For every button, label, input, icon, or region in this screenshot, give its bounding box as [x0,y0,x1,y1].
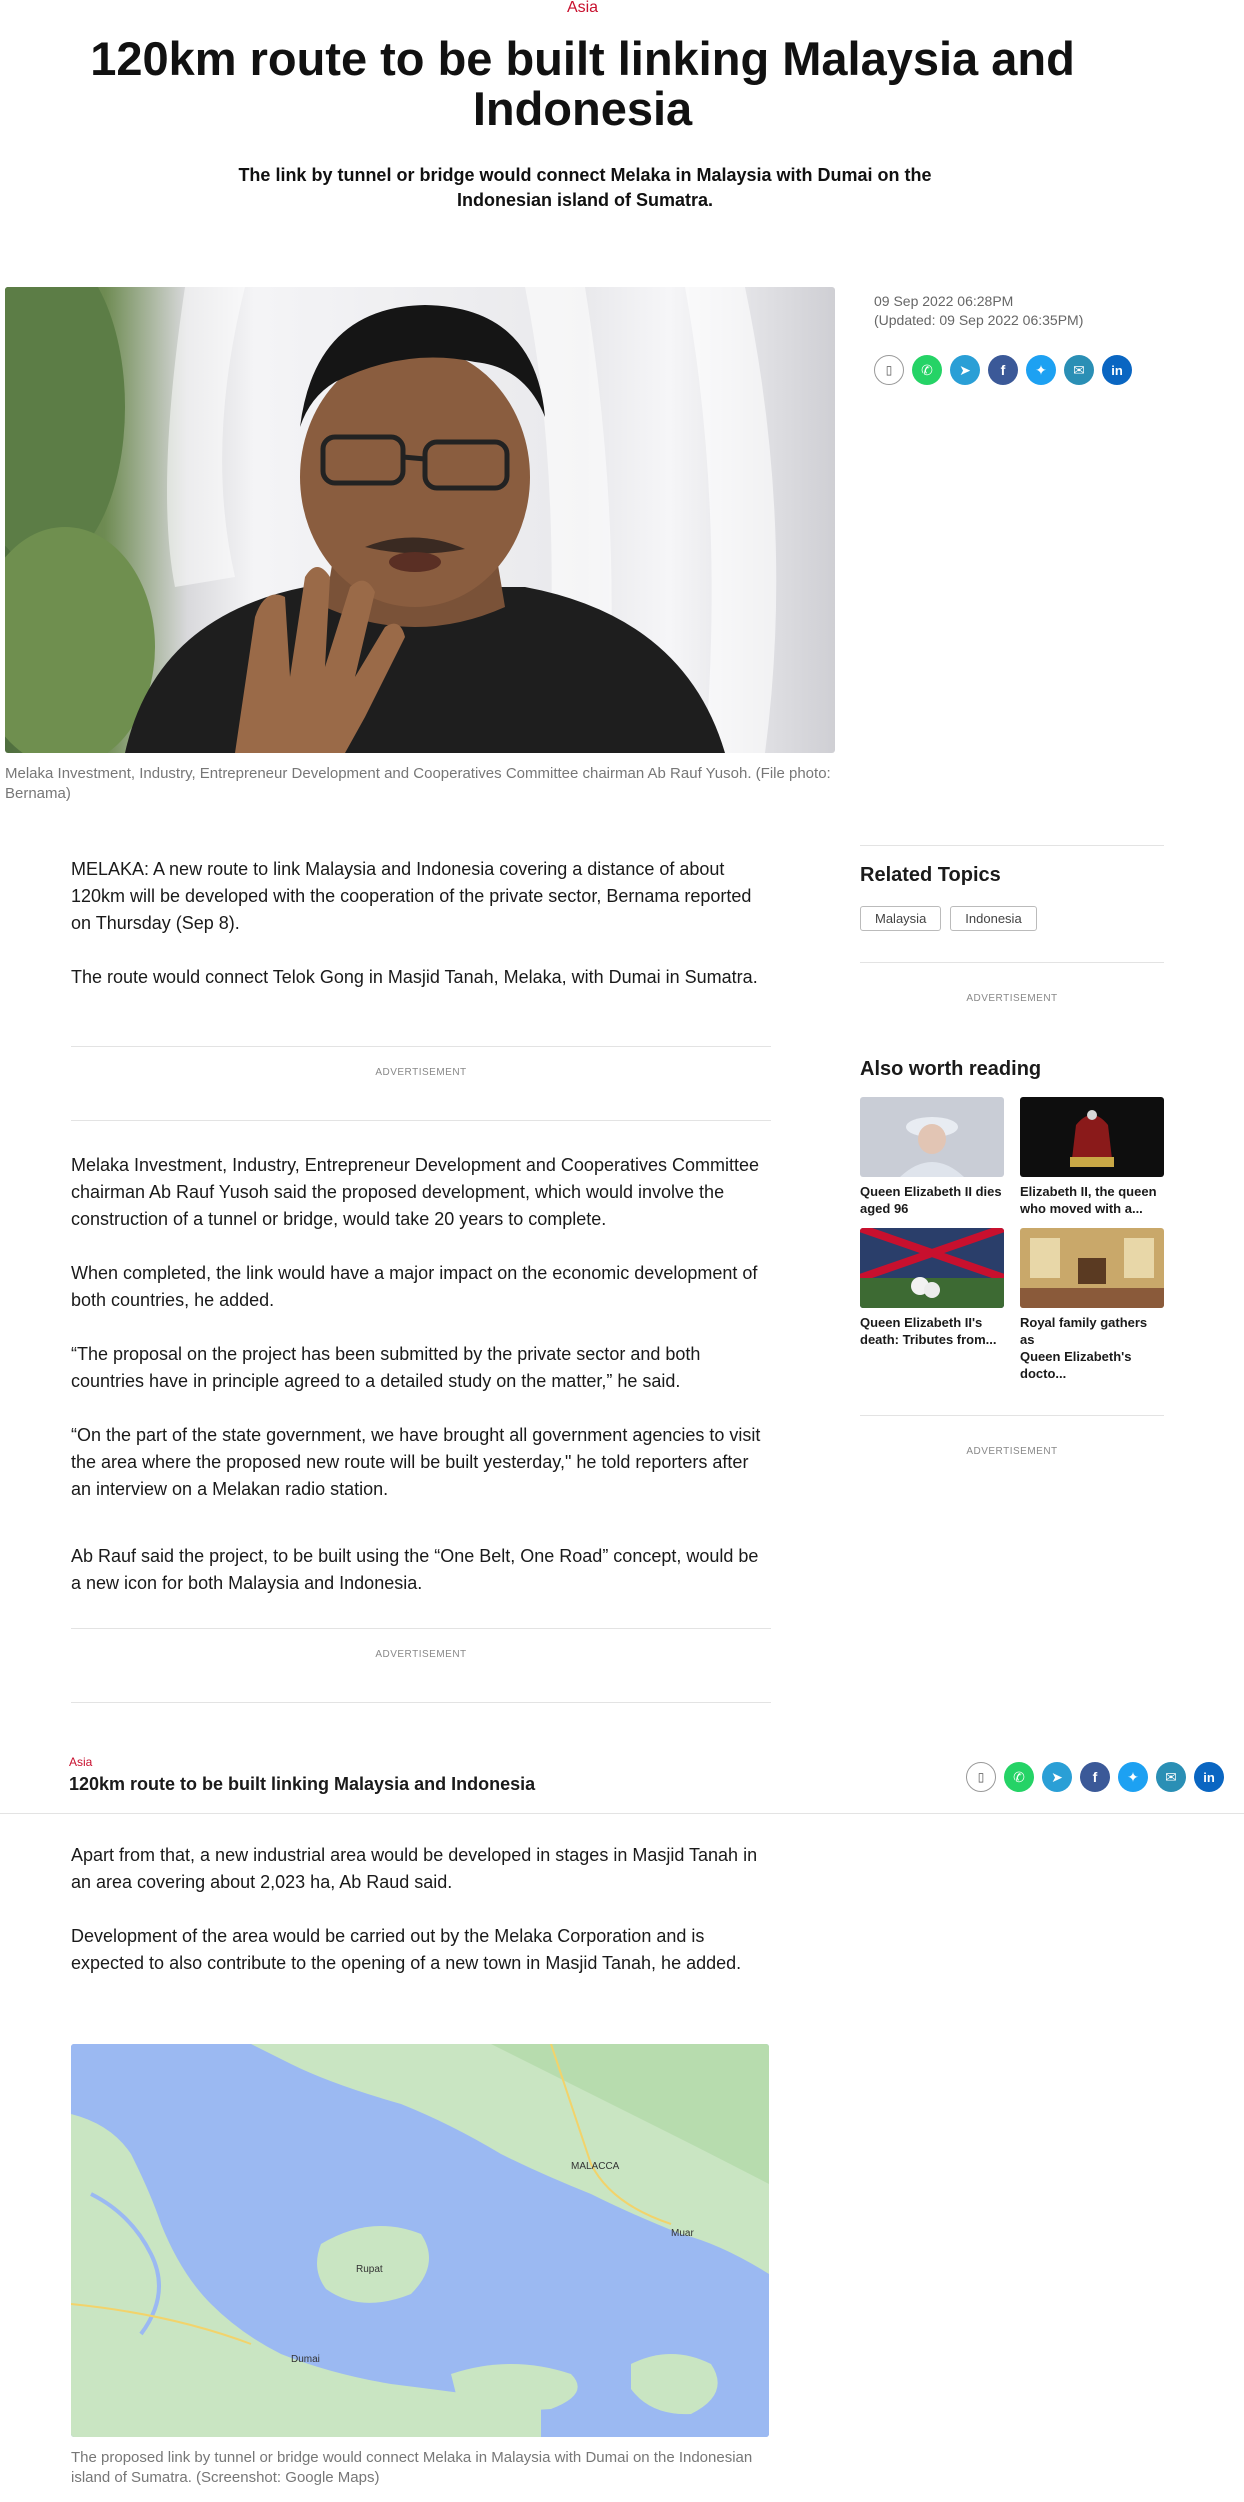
paragraph-4: When completed, the link would have a major impact on the economic development of both countries, he added. [71,1263,758,1310]
advertisement-label: ADVERTISEMENT [375,1649,467,1660]
sidebar-divider [860,1415,1164,1416]
email-icon[interactable]: ✉ [1156,1762,1186,1792]
map-illustration [71,2044,769,2437]
facebook-icon[interactable]: f [988,355,1018,385]
reading-card[interactable] [1020,1097,1164,1217]
sticky-category[interactable]: Asia [69,1755,93,1769]
map-label-muar: Muar [671,2228,694,2239]
reading-card-title: Queen Elizabeth II's death: Tributes from... [860,1315,997,1347]
reading-card-thumbnail[interactable] [860,1228,1004,1308]
linkedin-icon[interactable]: in [1194,1762,1224,1792]
paragraph-7: Ab Rauf said the project, to be built using the “One Belt, One Road” concept, would be a new icon for both Malaysia and Indonesia. [71,1546,759,1593]
map-caption: The proposed link by tunnel or bridge would connect Melaka in Malaysia with Dumai on the Indonesian island of Sumatra. (Screenshot: Google Maps) [71,2449,753,2486]
sidebar-advertisement-label: ADVERTISEMENT [966,1446,1058,1457]
whatsapp-icon[interactable]: ✆ [912,355,942,385]
reading-card-title: Royal family gathers as Queen Elizabeth's docto... [1020,1315,1148,1381]
hero-caption: Melaka Investment, Industry, Entrepreneur Development and Cooperatives Committee chairman Ab Rauf Yusoh. (File photo: Bernama) [5,765,831,802]
also-worth-reading-heading: Also worth reading [860,1058,1042,1080]
article-standfirst: The link by tunnel or bridge would connect Melaka in Malaysia with Dumai on the Indonesian island of Sumatra. [238,165,932,210]
reading-card-thumbnail[interactable] [1020,1228,1164,1308]
twitter-icon[interactable]: ✦ [1026,355,1056,385]
paragraph-5: “The proposal on the project has been submitted by the private sector and both countries have in principle agreed to a detailed study on the matter,” he said. [71,1344,701,1391]
bookmark-icon[interactable]: ▯ [966,1762,996,1792]
reading-card-thumbnail[interactable] [1020,1097,1164,1177]
topic-chip-indonesia[interactable]: Indonesia [950,906,1036,931]
reading-card-title: Elizabeth II, the queen who moved with a... [1020,1184,1157,1216]
map-label-rupat: Rupat [356,2264,383,2275]
sidebar-advertisement-label: ADVERTISEMENT [966,993,1058,1004]
paragraph-8: Apart from that, a new industrial area would be developed in stages in Masjid Tanah in an area covering about 2,023 ha, Ab Raud said. [71,1845,758,1892]
advertisement-label: ADVERTISEMENT [375,1067,467,1078]
article-headline: 120km route to be built linking Malaysia and Indonesia [90,32,1075,135]
telegram-icon[interactable]: ➤ [950,355,980,385]
sidebar-divider [860,962,1164,963]
reading-card-thumbnail[interactable] [860,1097,1004,1177]
reading-card[interactable] [1020,1228,1164,1382]
map-label-dumai: Dumai [291,2354,320,2365]
article-timestamp [874,292,1083,330]
advertisement-slot-1 [71,1046,771,1121]
map-label-melaka: MALACCA [571,2161,620,2172]
facebook-icon[interactable]: f [1080,1762,1110,1792]
published-time: 09 Sep 2022 06:28PM [874,293,1014,309]
updated-time: (Updated: 09 Sep 2022 06:35PM) [874,312,1084,328]
twitter-icon[interactable]: ✦ [1118,1762,1148,1792]
reading-card[interactable] [860,1228,1004,1348]
bookmark-icon[interactable]: ▯ [874,355,904,385]
share-toolbar [874,355,1132,385]
advertisement-slot-2 [71,1628,771,1703]
telegram-icon[interactable]: ➤ [1042,1762,1072,1792]
paragraph-1: MELAKA: A new route to link Malaysia and Indonesia covering a distance of about 120km will be developed with the cooperation of the private sector, Bernama reported on Thursday (Sep 8). [71,859,752,933]
sidebar-divider [860,845,1164,846]
hero-photo [5,287,835,753]
map-screenshot [71,2044,769,2437]
paragraph-3: Melaka Investment, Industry, Entrepreneur Development and Cooperatives Committee chairman Ab Rauf Yusoh said the proposed development, which would involve the construction of a tunnel or bridge, would take 20 years to complete. [71,1155,759,1229]
email-icon[interactable]: ✉ [1064,355,1094,385]
hero-photo-illustration [5,287,835,753]
reading-card[interactable] [860,1097,1004,1217]
paragraph-2: The route would connect Telok Gong in Masjid Tanah, Melaka, with Dumai in Sumatra. [71,967,758,987]
article-category[interactable]: Asia [566,0,599,16]
sticky-share-toolbar [966,1762,1224,1792]
reading-card-title: Queen Elizabeth II dies aged 96 [860,1184,1002,1216]
related-topics-list [860,906,1037,931]
paragraph-6: “On the part of the state government, we have brought all government agencies to visit the area where the proposed new route will be built yesterday," he told reporters after an interview on a Melakan radio station. [71,1425,761,1499]
linkedin-icon[interactable]: in [1102,355,1132,385]
sticky-title: 120km route to be built linking Malaysia and Indonesia [69,1774,536,1794]
related-topics-heading: Related Topics [860,864,1001,886]
paragraph-9: Development of the area would be carried out by the Melaka Corporation and is expected to also contribute to the opening of a new town in Masjid Tanah, he added. [71,1926,742,1973]
whatsapp-icon[interactable]: ✆ [1004,1762,1034,1792]
topic-chip-malaysia[interactable]: Malaysia [860,906,941,931]
